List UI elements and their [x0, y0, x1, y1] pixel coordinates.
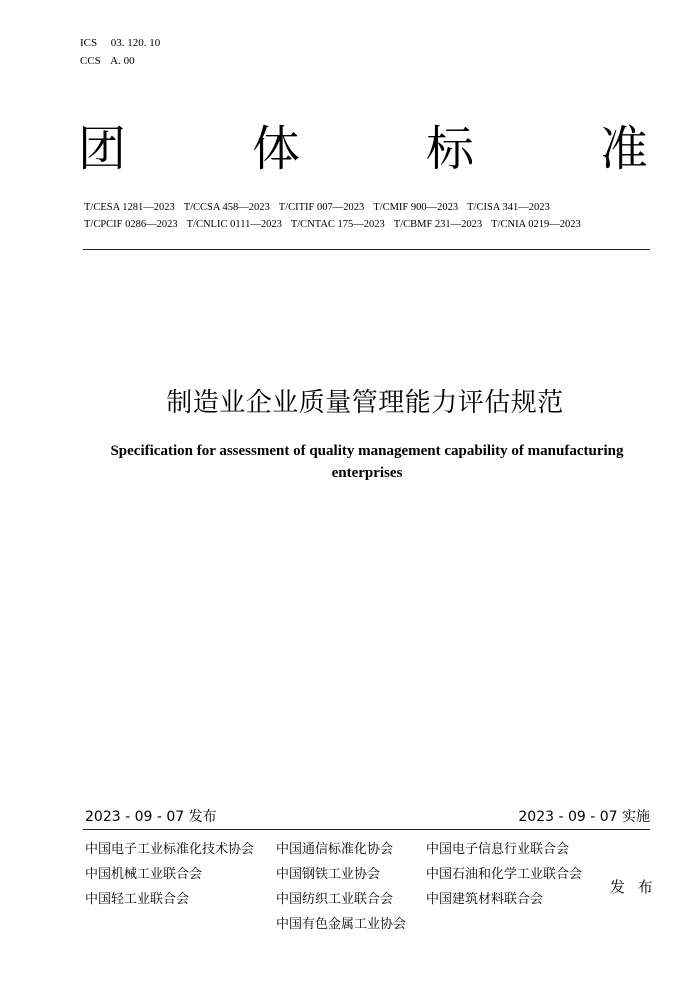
ics-row [80, 34, 160, 52]
publishers-column-1 [85, 840, 254, 915]
publisher-name: 中国建筑材料联合会 [426, 892, 544, 907]
standard-code: T/CBMF 231—2023 [393, 219, 483, 230]
publisher-name: 中国石油和化学工业联合会 [426, 867, 583, 882]
bottom-divider [83, 829, 650, 830]
release-date: 2023 - 09 - 07 发布 [85, 809, 217, 825]
standard-type-char: 标 [425, 120, 474, 177]
standard-code: T/CNIA 0219—2023 [491, 219, 581, 230]
standard-codes [84, 199, 654, 233]
publisher-name: 中国有色金属工业协会 [276, 917, 407, 932]
publisher-name: 中国钢铁工业协会 [276, 867, 381, 882]
standard-code: T/CCSA 458—2023 [183, 202, 270, 213]
publishers-column-2 [276, 840, 406, 940]
publishers-column-3 [426, 840, 582, 915]
publisher-name: 中国电子信息行业联合会 [426, 842, 570, 857]
ccs-row [80, 52, 160, 70]
standard-code: T/CNLIC 0111—2023 [186, 219, 282, 230]
publisher-name: 中国纺织工业联合会 [276, 892, 394, 907]
standard-code: T/CESA 1281—2023 [84, 202, 175, 213]
standard-code: T/CPCIF 0286—2023 [84, 219, 178, 230]
standard-type-char: 准 [599, 120, 648, 177]
publisher-name: 中国机械工业联合会 [85, 867, 203, 882]
standard-code: T/CMIF 900—2023 [373, 202, 459, 213]
codes-row-2 [84, 216, 654, 233]
publisher-name: 中国轻工业联合会 [85, 892, 190, 907]
standard-type-char: 体 [251, 120, 300, 177]
ics-label: ICS [80, 37, 98, 49]
standard-code: T/CNTAC 175—2023 [290, 219, 385, 230]
title-english: Specification for assessment of quality management capability of manufacturing enterprises [110, 443, 624, 481]
standard-type-heading [78, 112, 648, 176]
publisher-name: 中国电子工业标准化技术协会 [85, 842, 255, 857]
publish-label: 发 布 [610, 878, 657, 896]
top-divider [83, 249, 650, 250]
effective-date: 2023 - 09 - 07 实施 [518, 809, 650, 825]
ccs-value: A. 00 [110, 55, 135, 67]
ccs-label: CCS [80, 55, 101, 67]
title-chinese: 制造业企业质量管理能力评估规范 [166, 388, 564, 418]
codes-row-1 [84, 199, 654, 216]
publisher-name: 中国通信标准化协会 [276, 842, 394, 857]
standard-code: T/CITIF 007—2023 [278, 202, 365, 213]
ics-value: 03. 120. 10 [110, 37, 161, 49]
classification-block [80, 34, 160, 70]
standard-code: T/CISA 341—2023 [467, 202, 550, 213]
standard-type-char: 团 [78, 120, 127, 177]
